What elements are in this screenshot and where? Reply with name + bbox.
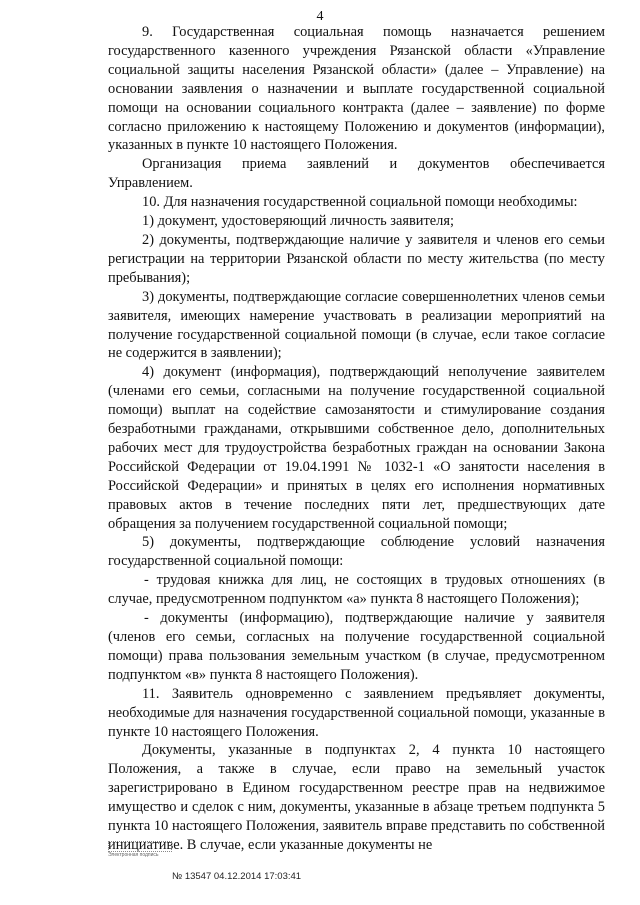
list-item-5: 5) документы, подтверждающие соблюдение условий назначения государственной социальной помощи: [108, 534, 605, 570]
paragraph-organization: Организация приема заявлений и документов обеспечивается Управлением. [108, 156, 605, 192]
paragraph-documents-initiative: Документы, указанные в подпунктах 2, 4 пункта 10 настоящего Положения, а также в случае, если право на земельный участок зарегистрировано в Едином государственном реестре прав на недвижимое имущество и сделок с ним, документы, указанные в абзаце третьем подпункта 5 пункта 10 настоящего Положения, заявитель вправе представить по собственной инициативе. В случае, если указанные документы не [108, 742, 605, 853]
document-body [108, 23, 605, 855]
page-number: 4 [316, 9, 324, 24]
electronic-signature-stamp [108, 841, 172, 859]
dash-item-land-rights: - документы (информацию), подтверждающие наличие у заявителя (членов его семьи, согласных на получение государственной социальной помощи) права пользования земельным участком (в случае, предусмотренном подпунктом «в» пункта 8 настоящего Положения). [108, 610, 605, 683]
list-item-1: 1) документ, удостоверяющий личность заявителя; [142, 213, 454, 230]
list-item-4: 4) документ (информация), подтверждающий неполучение заявителем (членами его семьи, согласными на получение государственной социальной помощи) выплат на содействие самозанятости и стимулирование создания безработными гражданами, открывшими собственное дело, дополнительных рабочих мест для трудоустройства безработных граждан на основании Закона Российской Федерации от 19.04.1991 № 1032-1 «О занятости населения в Российской Федерации» и принятых в целях его исполнения нормативных правовых актов в течение последних пяти лет, предшествующих дате обращения за получением государственной социальной помощи; [108, 364, 605, 532]
paragraph-10-heading: 10. Для назначения государственной социальной помощи необходимы: [142, 194, 578, 211]
paragraph-9: 9. Государственная социальная помощь назначается решением государственного казенного учреждения Рязанской области «Управление социальной защиты населения Рязанской области» (далее – Управление) на основании заявления о назначении и выплате государственной социальной помощи на основании социального контракта (далее – заявление) по форме согласно приложению к настоящему Положению и документов (информации), указанных в пункте 10 настоящего Положения. [108, 24, 605, 154]
list-item-3: 3) документы, подтверждающие согласие совершеннолетних членов семьи заявителя, имеющих намерение участвовать в реализации мероприятий на получение государственной социальной помощи (в случае, если такое согласие не содержится в заявлении); [108, 288, 605, 362]
paragraph-11: 11. Заявитель одновременно с заявлением предъявляет документы, необходимые для назначения государственной социальной помощи, указанные в пункте 10 настоящего Положения. [108, 685, 605, 740]
stamp-icon [108, 841, 172, 852]
list-item-2: 2) документы, подтверждающие наличие у заявителя и членов его семьи регистрации на территории Рязанской области по месту жительства (по месту пребывания); [108, 231, 605, 286]
registration-number: № 13547 04.12.2014 17:03:41 [172, 871, 302, 882]
dash-item-labor-book: - трудовая книжка для лиц, не состоящих в трудовых отношениях (в случае, предусмотренном подпунктом «а» пункта 8 настоящего Положения); [108, 572, 605, 608]
stamp-label: Электронная подпись [108, 852, 159, 858]
